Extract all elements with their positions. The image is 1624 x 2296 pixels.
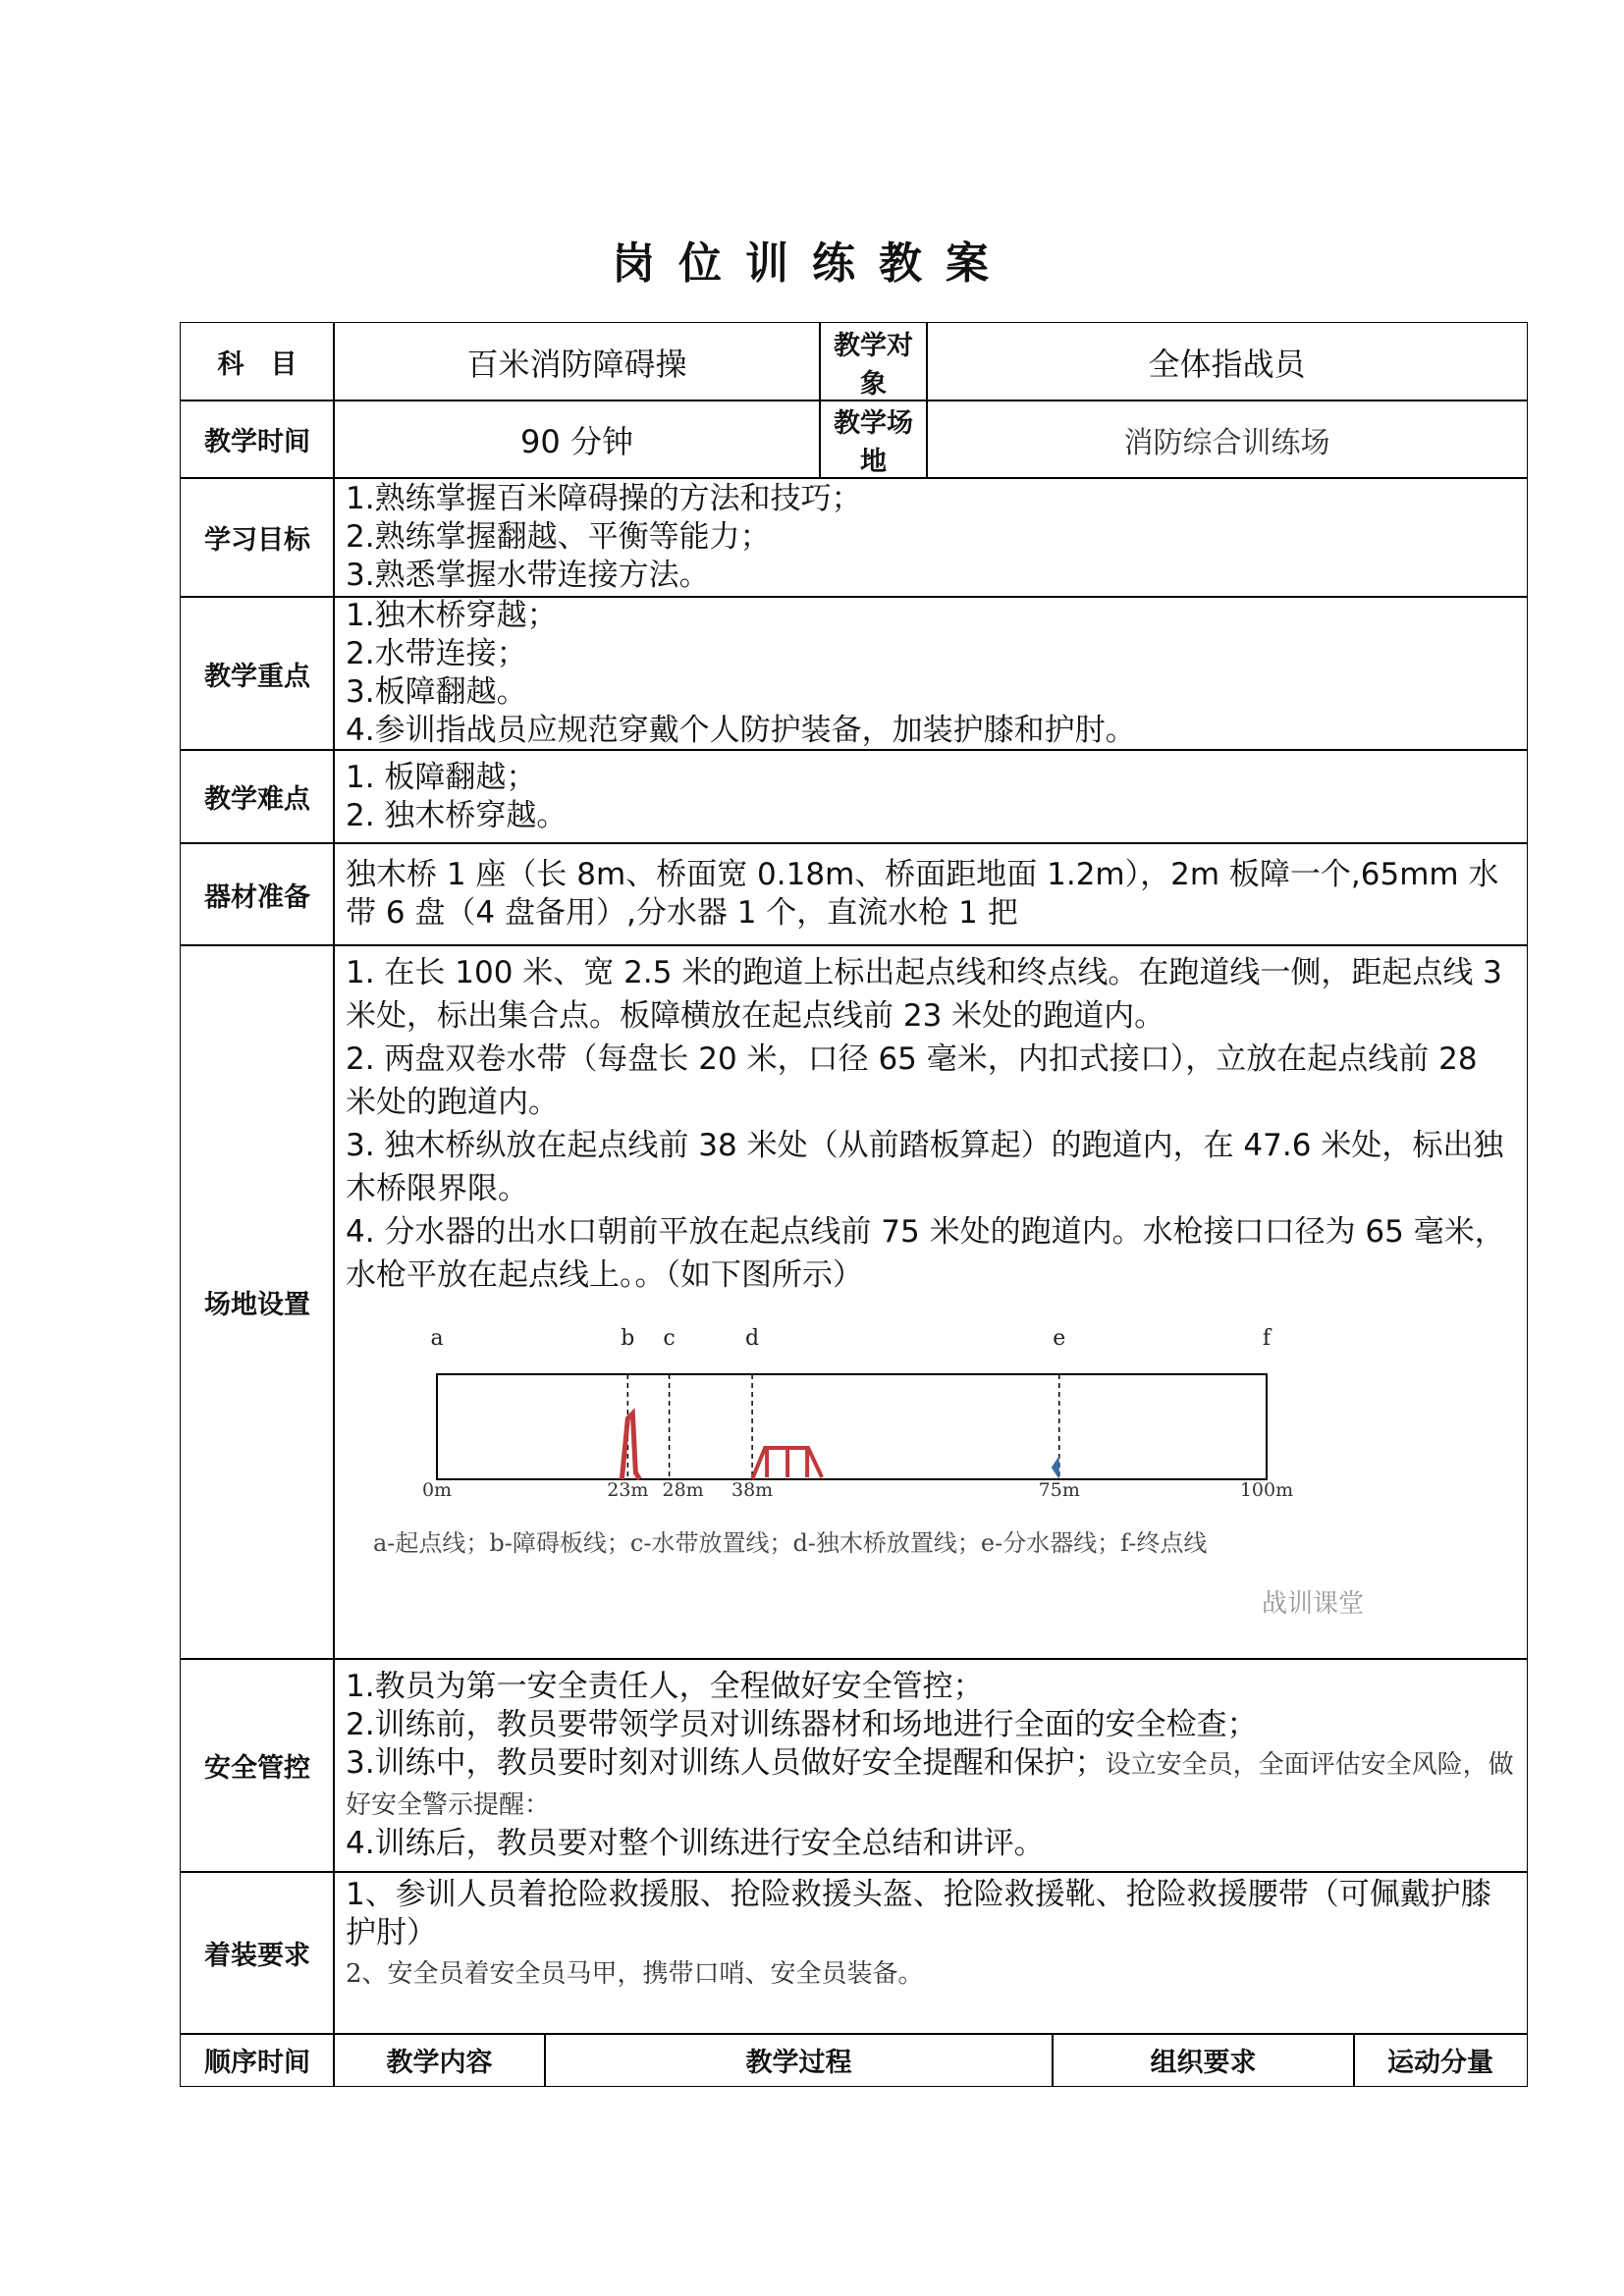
safety-item bbox=[346, 1744, 1515, 1825]
distance-label: 23m bbox=[607, 1479, 649, 1501]
line-letter: d bbox=[745, 1326, 760, 1351]
key-label: 教学重点 bbox=[180, 596, 335, 751]
venue-label: 教学场地 bbox=[819, 400, 928, 479]
key-item: 1.独木桥穿越； bbox=[346, 598, 558, 633]
track-diagram bbox=[353, 1306, 1434, 1639]
goal-item: 1.熟练掌握百米障碍操的方法和技巧； bbox=[346, 481, 862, 516]
safety-item-note: 设立安全员，全面评估安全风险，做好安全警示提醒： bbox=[346, 1750, 1514, 1820]
distance-label: 100m bbox=[1239, 1479, 1294, 1501]
key-list bbox=[333, 596, 1528, 751]
dress-item: 2、安全员着安全员马甲，携带口哨、安全员装备。 bbox=[346, 1959, 924, 1989]
dress-list bbox=[333, 1871, 1528, 2035]
distance-label: 0m bbox=[421, 1479, 453, 1501]
watermark: 战训课堂 bbox=[1262, 1589, 1365, 1619]
line-letter: c bbox=[663, 1326, 676, 1351]
difficulty-item: 1. 板障翻越； bbox=[346, 759, 537, 795]
site-item: 1. 在长 100 米、宽 2.5 米的跑道上标出起点线和终点线。在跑道线一侧，距起点线 3 米处，标出集合点。板障横放在起点线前 23 米处的跑道内。 bbox=[346, 955, 1502, 1034]
difficulty-label: 教学难点 bbox=[180, 749, 335, 844]
safety-item: 4.训练后，教员要对整个训练进行安全总结和讲评。 bbox=[346, 1826, 1045, 1861]
safety-list bbox=[333, 1658, 1528, 1873]
distance-label: 28m bbox=[662, 1479, 704, 1501]
diagram-legend: a-起点线；b-障碍板线；c-水带放置线；d-独木桥放置线；e-分水器线；f-终点线 bbox=[373, 1529, 1208, 1557]
safety-item: 2.训练前，教员要带领学员对训练器材和场地进行全面的安全检查； bbox=[346, 1707, 1258, 1742]
line-letter: a bbox=[430, 1326, 444, 1351]
line-letter: f bbox=[1262, 1326, 1272, 1351]
difficulty-list bbox=[333, 749, 1528, 844]
footer-col-organization: 组织要求 bbox=[1052, 2033, 1355, 2087]
goal-item: 3.熟悉掌握水带连接方法。 bbox=[346, 558, 710, 593]
hurdle-board-icon bbox=[622, 1414, 639, 1479]
distance-label: 75m bbox=[1038, 1479, 1080, 1501]
page-title: 岗位训练教案 bbox=[612, 239, 1012, 289]
subject-value: 百米消防障碍操 bbox=[333, 322, 821, 401]
goals-list bbox=[333, 477, 1528, 598]
equipment-label: 器材准备 bbox=[180, 842, 335, 946]
goal-item: 2.熟练掌握翻越、平衡等能力； bbox=[346, 519, 771, 555]
balance-beam-icon bbox=[752, 1448, 822, 1479]
line-letter: e bbox=[1053, 1326, 1066, 1351]
site-item: 4. 分水器的出水口朝前平放在起点线前 75 米处的跑道内。水枪接口口径为 65 毫米，水枪平放在起点线上。。（如下图所示） bbox=[346, 1214, 1505, 1293]
dress-label: 着装要求 bbox=[180, 1871, 335, 2035]
time-label: 教学时间 bbox=[180, 400, 335, 479]
safety-label: 安全管控 bbox=[180, 1658, 335, 1873]
goals-label: 学习目标 bbox=[180, 477, 335, 598]
key-item: 4.参训指战员应规范穿戴个人防护装备，加装护膝和护肘。 bbox=[346, 713, 1136, 748]
footer-col-order-time: 顺序时间 bbox=[180, 2033, 335, 2087]
line-letter: b bbox=[621, 1326, 635, 1351]
footer-col-content: 教学内容 bbox=[333, 2033, 546, 2087]
time-value: 90 分钟 bbox=[333, 400, 821, 479]
safety-item: 1.教员为第一安全责任人，全程做好安全管控； bbox=[346, 1669, 984, 1704]
key-item: 3.板障翻越。 bbox=[346, 674, 527, 710]
target-value: 全体指战员 bbox=[926, 322, 1528, 401]
subject-label: 科 目 bbox=[180, 322, 335, 401]
dress-item: 1、参训人员着抢险救援服、抢险救援头盔、抢险救援靴、抢险救援腰带（可佩戴护膝护肘） bbox=[346, 1877, 1491, 1950]
water-divider-icon bbox=[1052, 1456, 1059, 1479]
distance-label: 38m bbox=[731, 1479, 774, 1501]
venue-value: 消防综合训练场 bbox=[926, 400, 1528, 479]
key-item: 2.水带连接； bbox=[346, 636, 527, 671]
track-outline bbox=[437, 1374, 1267, 1479]
safety-item-text: 3.训练中，教员要时刻对训练人员做好安全提醒和保护； bbox=[346, 1745, 1106, 1781]
equipment-value: 独木桥 1 座（长 8m、桥面宽 0.18m、桥面距地面 1.2m），2m 板障一个,65mm 水带 6 盘（4 盘备用）,分水器 1 个，直流水枪 1 把 bbox=[346, 857, 1499, 931]
target-label: 教学对象 bbox=[819, 322, 928, 401]
site-item: 2. 两盘双卷水带（每盘长 20 米，口径 65 毫米，内扣式接口），立放在起点线前 28 米处的跑道内。 bbox=[346, 1041, 1478, 1120]
site-label: 场地设置 bbox=[180, 944, 335, 1660]
footer-col-load: 运动分量 bbox=[1353, 2033, 1528, 2087]
equipment-text bbox=[333, 842, 1528, 946]
footer-col-process: 教学过程 bbox=[544, 2033, 1054, 2087]
difficulty-item: 2. 独木桥穿越。 bbox=[346, 797, 568, 833]
site-item: 3. 独木桥纵放在起点线前 38 米处（从前踏板算起）的跑道内，在 47.6 米处，标出独木桥限界限。 bbox=[346, 1128, 1504, 1206]
